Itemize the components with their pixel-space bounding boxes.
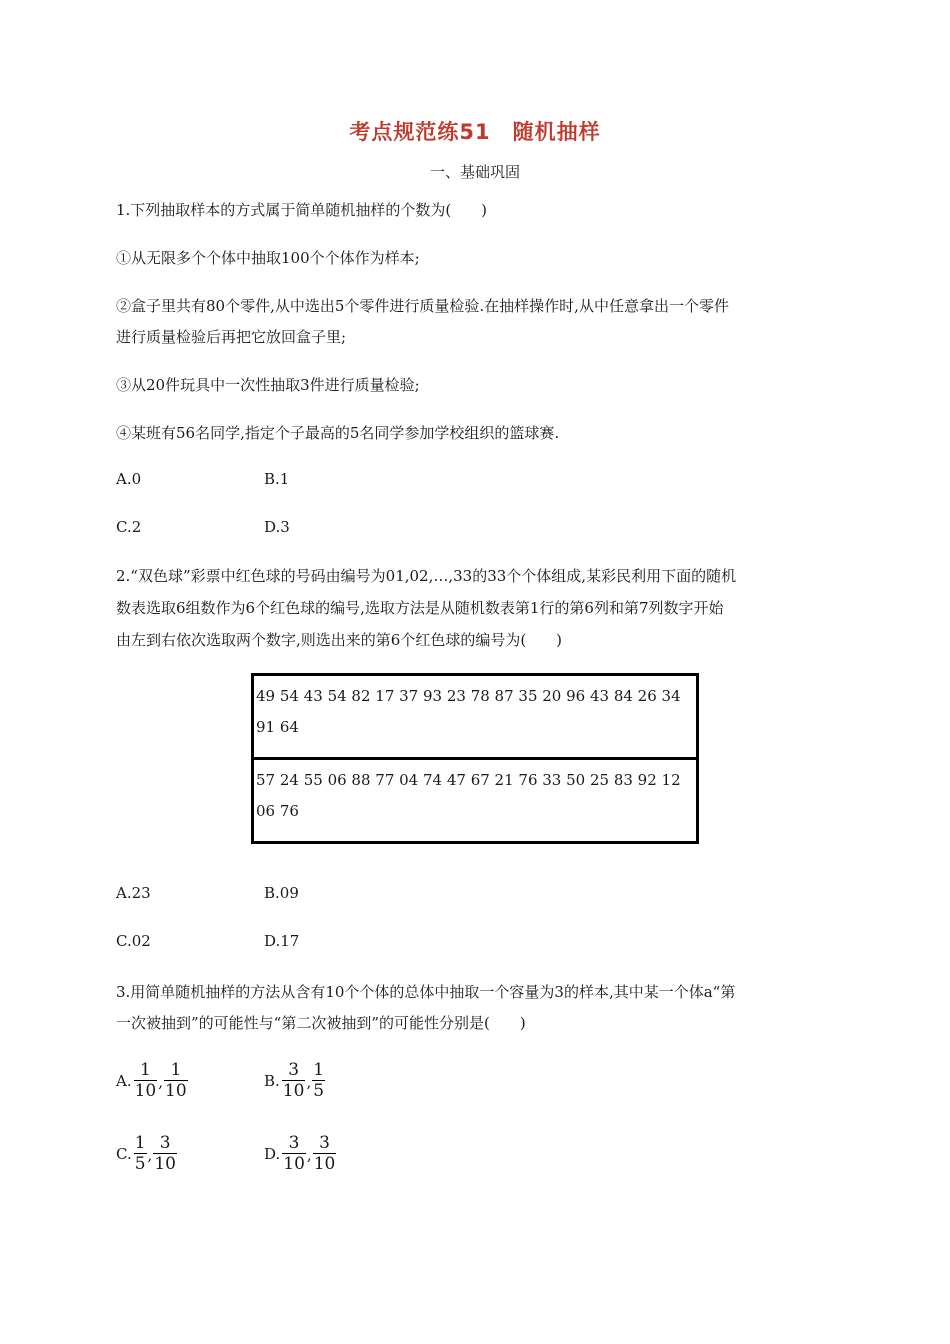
denominator: 5 <box>313 1081 325 1101</box>
table-row1-line2: 91 64 <box>256 718 299 736</box>
comma: , <box>147 1146 153 1164</box>
section-heading: 一、基础巩固 <box>429 163 520 181</box>
denominator: 5 <box>134 1154 146 1174</box>
page-title: 考点规范练51 随机抽样 <box>349 120 601 144</box>
q3-option-d <box>264 1133 336 1174</box>
fraction <box>153 1133 177 1174</box>
q1-item-4: ④某班有56名同学,指定个子最高的5名同学参加学校组织的篮球赛. <box>116 424 560 442</box>
numerator: 1 <box>170 1060 182 1080</box>
numerator: 3 <box>288 1060 300 1080</box>
numerator: 1 <box>313 1060 325 1080</box>
fraction <box>282 1060 306 1101</box>
q2-option-c: C.02 <box>116 932 151 950</box>
q1-option-d: D.3 <box>264 518 290 536</box>
denominator: 10 <box>313 1154 336 1174</box>
q1-item-1: ①从无限多个个体中抽取100个个体作为样本; <box>116 249 420 267</box>
table-row <box>253 759 698 843</box>
fraction <box>134 1060 158 1101</box>
fraction <box>134 1133 147 1174</box>
fraction <box>282 1133 306 1174</box>
q3-option-c <box>116 1133 177 1174</box>
denominator: 10 <box>282 1081 305 1101</box>
q2-line-1: 2.“双色球”彩票中红色球的号码由编号为01,02,…,33的33个个体组成,某彩民利用下面的随机 <box>116 567 737 585</box>
option-label: B. <box>264 1071 280 1090</box>
fraction <box>312 1060 325 1101</box>
denominator: 10 <box>134 1081 157 1101</box>
table-cell <box>253 675 698 759</box>
table-row1-line1: 49 54 43 54 82 17 37 93 23 78 87 35 20 96 43 84 26 34 <box>256 687 681 705</box>
option-label: A. <box>116 1071 132 1090</box>
q2-line-2: 数表选取6组数作为6个红色球的编号,选取方法是从随机数表第1行的第6列和第7列数字开始 <box>116 599 724 617</box>
q1-item-3: ③从20件玩具中一次性抽取3件进行质量检验; <box>116 376 420 394</box>
table-row <box>253 675 698 759</box>
option-label: C. <box>116 1144 132 1163</box>
comma: , <box>306 1146 312 1164</box>
q1-option-a: A.0 <box>116 470 142 488</box>
denominator: 10 <box>165 1081 187 1101</box>
q1-item-2: ②盒子里共有80个零件,从中选出5个零件进行质量检验.在抽样操作时,从中任意拿出一个零件 <box>116 297 729 315</box>
q3-option-b <box>264 1060 325 1101</box>
q2-line-3: 由左到右依次选取两个数字,则选出来的第6个红色球的编号为( ) <box>116 631 563 649</box>
numerator: 1 <box>134 1133 146 1153</box>
fraction <box>313 1133 337 1174</box>
q1-stem: 1.下列抽取样本的方式属于简单随机抽样的个数为( ) <box>116 201 488 219</box>
option-label: D. <box>264 1144 281 1163</box>
q3-line-2: 一次被抽到”的可能性与“第二次被抽到”的可能性分别是( ) <box>116 1014 526 1032</box>
table-row2-line1: 57 24 55 06 88 77 04 74 47 67 21 76 33 50 25 83 92 12 <box>256 771 681 789</box>
q2-option-b: B.09 <box>264 884 299 902</box>
q3-option-a <box>116 1060 188 1101</box>
q2-option-a: A.23 <box>116 884 151 902</box>
table-row2-line2: 06 76 <box>256 802 299 820</box>
numerator: 3 <box>319 1133 330 1153</box>
q1-option-b: B.1 <box>264 470 290 488</box>
numerator: 3 <box>288 1133 300 1153</box>
denominator: 10 <box>283 1154 305 1174</box>
q1-item-2-cont: 进行质量检验后再把它放回盒子里; <box>116 328 347 346</box>
numerator: 3 <box>159 1133 171 1153</box>
q2-option-d: D.17 <box>264 932 300 950</box>
fraction <box>164 1060 188 1101</box>
comma: , <box>306 1073 312 1091</box>
table-cell <box>253 759 698 843</box>
q3-line-1: 3.用简单随机抽样的方法从含有10个个体的总体中抽取一个容量为3的样本,其中某一个体a“第 <box>116 983 736 1001</box>
random-number-table <box>251 673 699 844</box>
q1-option-c: C.2 <box>116 518 142 536</box>
comma: , <box>158 1073 164 1091</box>
numerator: 1 <box>140 1060 151 1080</box>
denominator: 10 <box>154 1154 176 1174</box>
